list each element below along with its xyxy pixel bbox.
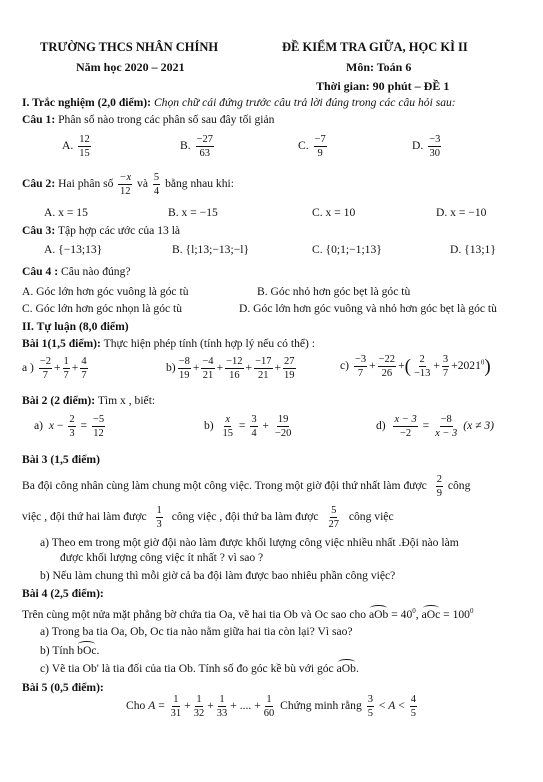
b5-expr: Cho A = $\frac{1}{31}$ + $\frac{1}{32}$ + $\frac{1}{33}$ + .... + $\frac{1}{60}$ Chứng minh rằng $\frac{3}{5}$ < A < $\frac{4}{5}$ — [126, 694, 416, 720]
part1-instruction: Chọn chữ cái đứng trước câu trả lời đúng trong các câu hỏi sau: — [153, 96, 456, 109]
q3-option-b: B. {l;13;−13;−l} — [172, 243, 250, 256]
b3-part-a-line2: được khối lượng công việc ít nhất ? vì sao ? — [60, 551, 264, 564]
part2-heading: II. Tự luận (8,0 điểm) — [22, 320, 129, 333]
q1-text: Phân số nào trong các phân số sau đây tối giản — [58, 113, 275, 126]
exam-subject: Môn: Toán 6 — [346, 60, 412, 74]
b1-expr-b: b) $\frac{-8}{19}$ + $\frac{-4}{21}$ + $\frac{-12}{16}$ + $\frac{-17}{21}$ + $\frac{27}{19}$ — [166, 356, 295, 382]
b4-para: Trên cùng một nửa mặt phẳng bờ chứa tia Oa, vẽ hai tia Ob và Oc sao cho aOb = $40^0$, aOc = $100^0$ — [22, 607, 474, 621]
b3-part-a-line1: a) Theo em trong một giờ đội nào làm được khối lượng công việc nhiều nhất .Đội nào làm — [40, 536, 459, 549]
q2-option-b: B. x = −15 — [168, 206, 218, 219]
b2-line: Bài 2 (2 điểm): Tìm x , biết: — [22, 394, 156, 407]
q1-option-c: C. $\frac{-7}{9}$ — [298, 134, 326, 160]
b5-label: Bài 5 (0,5 điểm): — [22, 681, 104, 694]
b3-para2: việc , đội thứ hai làm được $\frac{1}{3}$ công việc , đội thứ ba làm được $\frac{5}{27}$ công việc — [22, 505, 394, 531]
q1-option-a: A. $\frac{12}{15}$ — [62, 134, 90, 160]
b2-expr-d: d) $\frac{x - 3}{-2}$ = $\frac{-8}{x - 3}$ (x ≠ 3) — [376, 414, 495, 440]
q1-line — [22, 113, 274, 127]
q1-label: Câu 1: — [22, 113, 56, 126]
q2-option-a: A. x = 15 — [44, 206, 88, 219]
b3-label: Bài 3 (1,5 điểm) — [22, 453, 100, 466]
b2-expr-b: b) $\frac{x}{15}$ = $\frac{3}{4}$ + $\frac{19}{-20}$ — [204, 414, 292, 440]
q4-option-c: C. Góc lớn hơn góc nhọn là góc tù — [22, 302, 183, 315]
part1-title: I. Trắc nghiệm (2,0 điểm): — [22, 96, 152, 109]
exam-time: Thời gian: 90 phút – ĐỀ 1 — [316, 79, 450, 93]
q1-option-b: B. $\frac{-27}{63}$ — [180, 134, 213, 160]
q2-option-c: C. x = 10 — [312, 206, 356, 219]
b1-line: Bài 1(1,5 điểm): Thực hiện phép tính (tính hợp lý nếu có thể) : — [22, 337, 316, 350]
q3-option-a: A. {−13;13} — [44, 243, 103, 256]
q4-option-b: B. Góc nhỏ hơn góc bẹt là góc tù — [257, 285, 411, 298]
b2-expr-a: a) x − $\frac{2}{3}$ = $\frac{-5}{12}$ — [34, 414, 105, 440]
school-name: TRƯỜNG THCS NHÂN CHÍNH — [40, 40, 219, 54]
q2-option-d: D. x = −10 — [436, 206, 487, 219]
q1-option-d: D. $\frac{-3}{30}$ — [412, 134, 441, 160]
q4-option-a: A. Góc lớn hơn góc vuông là góc tù — [22, 285, 189, 298]
b3-part-b: b) Nếu làm chung thì mỗi giờ cả ba đội làm được bao nhiêu phần công việc? — [40, 569, 396, 582]
b4-part-a: a) Trong ba tia Oa, Ob, Oc tia nào nằm giữa hai tia còn lại? Vì sao? — [40, 625, 353, 638]
b1-expr-c: c) $\frac{-3}{7}$ + $\frac{-22}{26}$ +( $\frac{2}{-13}$ + $\frac{3}{7}$ $+2021^0$) — [340, 354, 491, 380]
exam-title: ĐỀ KIỂM TRA GIỮA, HỌC KÌ II — [282, 40, 468, 54]
q4-line: Câu 4 : Câu nào đúng? — [22, 265, 131, 278]
q4-option-d: D. Góc lớn hơn góc vuông và nhỏ hơn góc bẹt là góc tù — [239, 302, 497, 315]
q3-option-d: D. {13;1} — [450, 243, 496, 256]
b4-part-b: b) Tính bOc. — [40, 644, 100, 657]
b1-expr-a: a ) $\frac{-2}{7}$ + $\frac{1}{7}$ + $\frac{4}{7}$ — [22, 356, 87, 382]
b3-para1: Ba đội công nhân cùng làm chung một công việc. Trong một giờ đội thứ nhất làm được $\frac{2}{9}$ công — [22, 474, 471, 500]
part1-heading — [22, 96, 456, 110]
q2-line: Câu 2: Hai phân số $\frac{-x}{12}$ và $\frac{5}{4}$ bằng nhau khi: — [22, 172, 234, 198]
b4-part-c: c) Vẽ tia Ob' là tia đối của tia Ob. Tính số đo góc kề bù với góc aOb. — [40, 662, 359, 675]
b4-label: Bài 4 (2,5 điểm): — [22, 587, 104, 600]
school-year: Năm học 2020 – 2021 — [76, 60, 185, 74]
q3-option-c: C. {0;1;−1;13} — [312, 243, 382, 256]
q3-line: Câu 3: Tập hợp các ước của 13 là — [22, 224, 181, 237]
